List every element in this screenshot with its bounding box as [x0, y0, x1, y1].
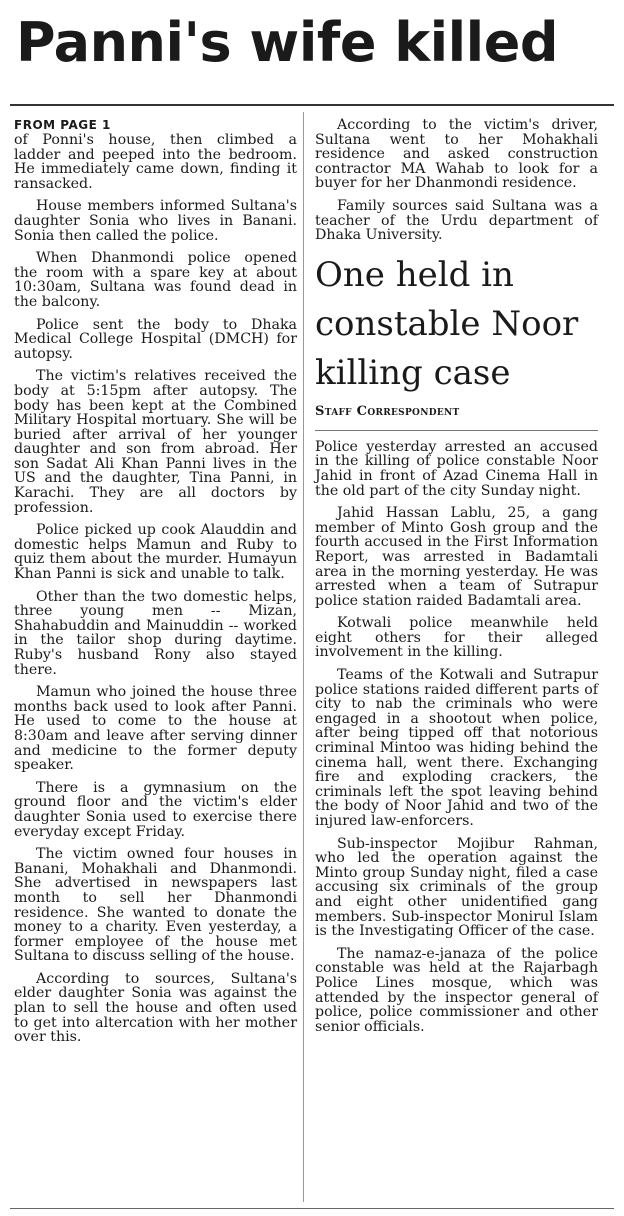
- left-column: [14, 118, 297, 1053]
- article-paragraph: Family sources said Sultana was a teacher of the Urdu department of Dhaka University.: [315, 197, 598, 244]
- sub-headline: One held in constable Noor killing case: [315, 254, 579, 393]
- article-paragraph: Other than the two domestic helps, three young men -- Mizan, Shahabuddin and Mainuddin -- worked in the tailor shop during daytime. Ruby's husband Rony also stayed there.: [14, 588, 297, 678]
- headline: Panni's wife killed: [16, 11, 558, 74]
- bottom-rule: [10, 1208, 614, 1209]
- right-column: [315, 118, 598, 1042]
- story-paragraph: Police yesterday arrested an accused in the killing of police constable Noor Jahid in front of Azad Cinema Hall in the old part of the city Sunday night.: [315, 438, 598, 499]
- story-paragraph: Jahid Hassan Lablu, 25, a gang member of Minto Gosh group and the fourth accused in the First Information Report, was arrested in Badamtali area in the morning yesterday. He was arrested when a team of Sutrapur police station raided Badamtali area.: [315, 505, 598, 609]
- column-divider: [303, 112, 304, 1202]
- byline: Staff Correspondent: [315, 403, 460, 419]
- article-paragraph: According to the victim's driver, Sultana went to her Mohakhali residence and asked construction contractor MA Wahab to look for a buyer for her Dhanmondi residence.: [315, 117, 598, 192]
- article-paragraph: When Dhanmondi police opened the room with a spare key at about 10:30am, Sultana was found dead in the balcony.: [14, 250, 297, 310]
- article-paragraph: Police sent the body to Dhaka Medical College Hospital (DMCH) for autopsy.: [14, 316, 297, 362]
- story-paragraph: The namaz-e-janaza of the police constable was held at the Rajarbagh Police Lines mosque, which was attended by the inspector general of police, police commissioner and other senior officials.: [315, 945, 598, 1035]
- article-paragraph: of Ponni's house, then climbed a ladder and peeped into the bedroom. He immediately came down, finding it ransacked.: [14, 132, 297, 192]
- article-paragraph: There is a gymnasium on the ground floor and the victim's elder daughter Sonia used to exercise there everyday except Friday.: [14, 779, 297, 840]
- story-paragraph: Teams of the Kotwali and Sutrapur police stations raided different parts of city to nab the criminals who were engaged in a shootout when police, after being tipped off that notorious criminal Mintoo was hiding behind the cinema hall, went there. Exchanging fire and exploding crackers, the criminals left the spot leaving behind the body of Noor Jahid and two of the injured law-enforcers.: [315, 667, 598, 829]
- story-paragraph: Kotwali police meanwhile held eight others for their alleged involvement in the killing.: [315, 615, 598, 661]
- article-paragraph: Mamun who joined the house three months back used to look after Panni. He used to come to the house at 8:30am and leave after serving dinner and medicine to the former deputy speaker.: [14, 684, 297, 774]
- headline-rule: [10, 104, 614, 106]
- continuation-kicker: FROM PAGE 1: [14, 118, 111, 132]
- article-paragraph: The victim's relatives received the body at 5:15pm after autopsy. The body has been kept at the Combined Military Hospital mortuary. She will be buried after arrival of her younger daughter and son from abroad. Her son Sadat Ali Khan Panni lives in the US and the daughter, Tina Panni, in Karachi. They are all doctors by profession.: [14, 368, 297, 516]
- article-paragraph: Police picked up cook Alauddin and domestic helps Mamun and Ruby to quiz them about the murder. Humayun Khan Panni is sick and unable to talk.: [14, 522, 297, 583]
- article-paragraph: House members informed Sultana's daughter Sonia who lives in Banani. Sonia then called the police.: [14, 198, 297, 244]
- byline-rule: [315, 430, 598, 431]
- article-paragraph: The victim owned four houses in Banani, Mohakhali and Dhanmondi. She advertised in newspapers last month to sell her Dhanmondi residence. She wanted to donate the money to a charity. Even yesterday, a former employee of the house met Sultana to discuss selling of the house.: [14, 846, 297, 965]
- story-paragraph: Sub-inspector Mojibur Rahman, who led the operation against the Minto group Sunday night, filed a case accusing six criminals of the group and eight other unidentified gang members. Sub-inspector Monirul Islam is the Investigating Officer of the case.: [315, 835, 598, 940]
- article-paragraph: According to sources, Sultana's elder daughter Sonia was against the plan to sell the house and often used to get into altercation with her mother over this.: [14, 970, 297, 1046]
